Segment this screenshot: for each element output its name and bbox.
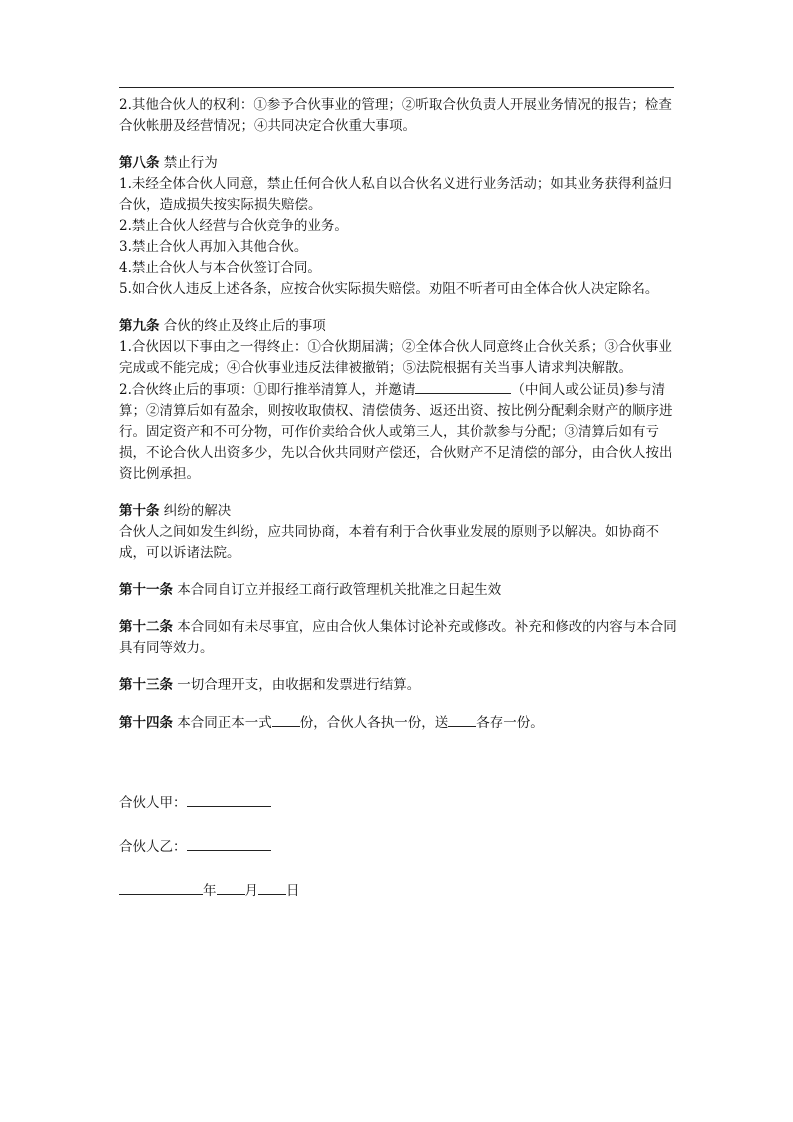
partner-a-blank	[187, 792, 271, 807]
year-blank	[119, 880, 203, 895]
partner-a-line	[119, 792, 679, 814]
article12-label: 第十二条	[119, 619, 173, 635]
article8-item-5: 5.如合伙人违反上述各条，应按合伙实际损失赔偿。劝阻不听者可由全体合伙人决定除名。	[119, 281, 659, 297]
partner-b-label: 合伙人乙：	[119, 839, 187, 855]
article10-text: 合伙人之间如发生纠纷，应共同协商，本着有利于合伙事业发展的原则予以解决。如协商不成，可以诉诸法院。	[119, 524, 659, 561]
article9-item2-prefix: 2.合伙终止后的事项：①即行推举清算人，并邀请	[119, 382, 416, 398]
article8-item-1: 1.未经全体合伙人同意，禁止任何合伙人私自以合伙名义进行业务活动；如其业务获得利益归合伙，造成损失按实际损失赔偿。	[119, 176, 672, 213]
article8-item-4: 4.禁止合伙人与本合伙签订合同。	[119, 260, 321, 276]
day-blank	[258, 880, 286, 895]
partner-b-line	[119, 836, 679, 858]
date-line	[119, 880, 679, 902]
recipient-blank	[448, 712, 476, 727]
article10-title: 纠纷的解决	[159, 503, 232, 519]
section7-item2: 2.其他合伙人的权利：①参予合伙事业的管理；②听取合伙负责人开展业务情况的报告；检查合伙帐册及经营情况；④共同决定合伙重大事项。	[119, 97, 672, 134]
contract-body	[119, 95, 679, 902]
article14-text-b: 份，合伙人各执一份，送	[299, 715, 449, 731]
article13	[119, 675, 679, 696]
article9-item-2	[119, 379, 679, 485]
month-label: 月	[244, 883, 258, 899]
article9-item2-suffix: （中间人或公证员)参与清算；②清算后如有盈余，则按收取债权、清偿债务、返还出资、按比例分配剩余财产的顺序进行。固定资产和不可分物，可作价卖给合伙人或第三人，其价款参与分配；③清算后如有亏损，不论合伙人出资多少，先以合伙共同财产偿还，合伙财产不足清偿的部分，由合伙人按出资比例承担。	[119, 382, 673, 482]
article9-heading	[119, 316, 679, 337]
mediator-blank	[415, 379, 511, 394]
article8-item-3: 3.禁止合伙人再加入其他合伙。	[119, 239, 308, 255]
article8-heading	[119, 153, 679, 174]
article10-label: 第十条	[119, 503, 160, 519]
partner-a-label: 合伙人甲：	[119, 795, 187, 811]
article14-text-a: 本合同正本一式	[173, 715, 272, 731]
article11	[119, 580, 679, 601]
partner-b-blank	[187, 836, 271, 851]
article10-heading	[119, 501, 679, 522]
article9-label: 第九条	[119, 318, 160, 334]
article12	[119, 617, 679, 659]
article14-label: 第十四条	[119, 715, 173, 731]
article13-text: 一切合理开支，由收据和发票进行结算。	[173, 677, 421, 693]
article13-label: 第十三条	[119, 677, 173, 693]
article9-item-1: 1.合伙因以下事由之一得终止：①合伙期届满；②全体合伙人同意终止合伙关系；③合伙事业完成或不能完成；④合伙事业违反法律被撤销；⑤法院根据有关当事人请求判决解散。	[119, 339, 672, 376]
article12-text: 本合同如有未尽事宜，应由合伙人集体讨论补充或修改。补充和修改的内容与本合同具有同等效力。	[119, 619, 677, 656]
copies-blank	[272, 712, 300, 727]
article8-item-2: 2.禁止合伙人经营与合伙竞争的业务。	[119, 218, 348, 234]
article9-title: 合伙的终止及终止后的事项	[159, 318, 326, 334]
article14	[119, 712, 679, 734]
article11-text: 本合同自订立并报经工商行政管理机关批准之日起生效	[173, 582, 502, 598]
article8-label: 第八条	[119, 155, 160, 171]
article14-text-c: 各存一份。	[476, 715, 544, 731]
article8-title: 禁止行为	[159, 155, 218, 171]
article11-label: 第十一条	[119, 582, 173, 598]
month-blank	[217, 880, 245, 895]
day-label: 日	[286, 883, 300, 899]
header-rule	[119, 87, 674, 88]
year-label: 年	[203, 883, 217, 899]
